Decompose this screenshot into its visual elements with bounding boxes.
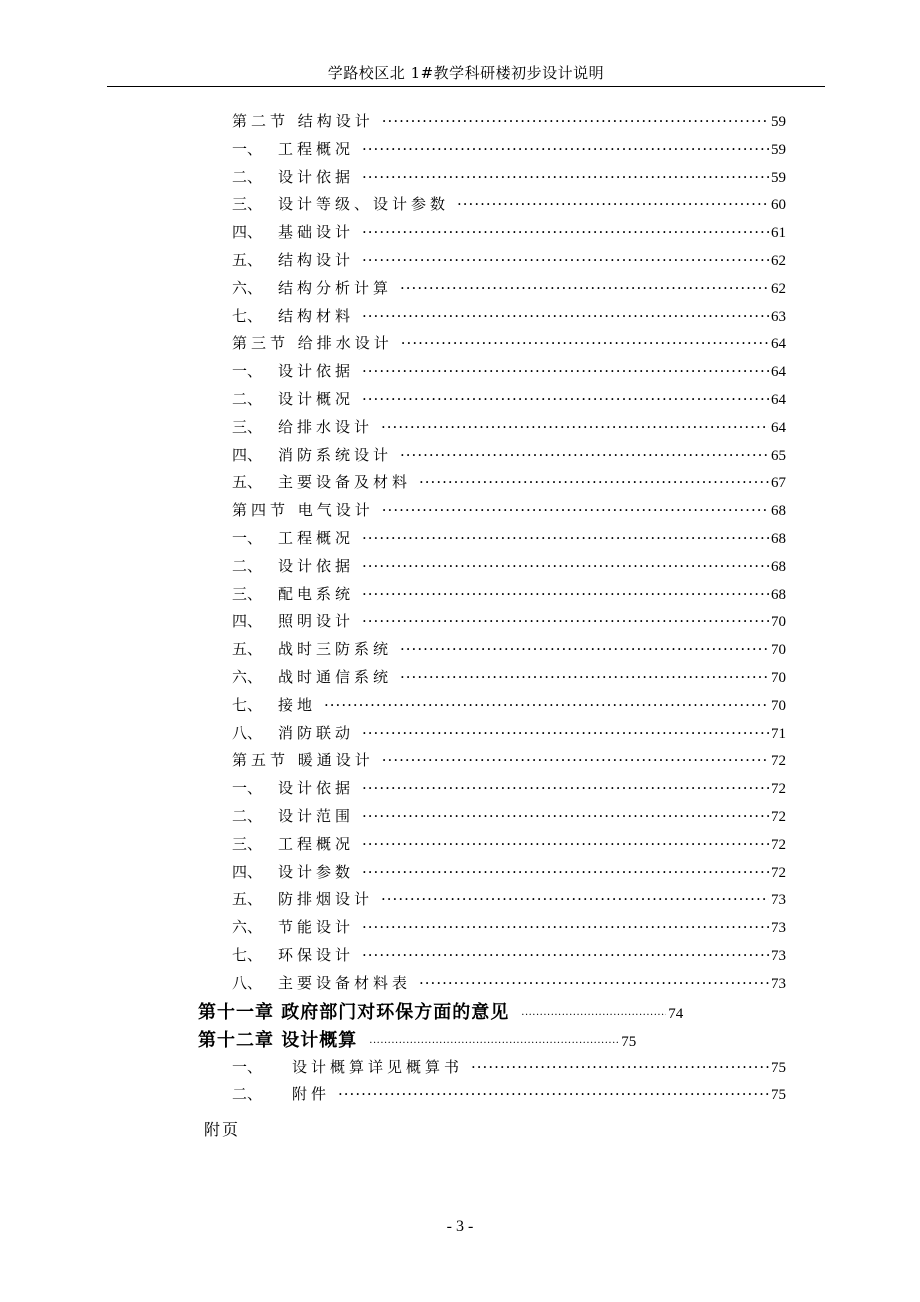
- toc-leader-dots: [419, 473, 769, 491]
- toc-item-number: 五、: [232, 251, 263, 269]
- toc-item-row[interactable]: [232, 972, 786, 993]
- toc-entry-title: 消防系统设计: [278, 445, 393, 464]
- toc-leader-dots: [362, 918, 769, 936]
- toc-entry-title: 附件: [292, 1085, 331, 1104]
- toc-leader-dots: [362, 362, 769, 380]
- toc-item-number: 二、: [232, 556, 263, 575]
- toc-page-number: 72: [771, 836, 786, 853]
- toc-entry-title: 防排烟设计: [278, 890, 374, 909]
- toc-item-row[interactable]: [232, 722, 786, 743]
- toc-item-number: 五、: [232, 890, 263, 909]
- toc-entry-title: 主要设备材料表: [278, 973, 412, 992]
- toc-leader-dots: [362, 557, 769, 575]
- toc-page-number: 73: [771, 975, 786, 992]
- toc-page-number: 70: [771, 614, 786, 631]
- toc-leader-dots: [400, 668, 769, 686]
- toc-entry-title: 配电系统: [278, 584, 355, 603]
- toc-item-row[interactable]: [232, 416, 786, 437]
- toc-item-number: 一、: [232, 139, 263, 158]
- toc-entry-title: 基础设计: [278, 223, 355, 242]
- toc-item-row[interactable]: [232, 861, 786, 882]
- toc-page-number: 75: [771, 1059, 786, 1076]
- toc-leader-dots: [362, 807, 769, 825]
- toc-leader-dots: [362, 946, 769, 964]
- toc-leader-dots: [381, 890, 769, 908]
- toc-leader-dots: [362, 223, 769, 241]
- toc-entry-title: 结构材料: [278, 306, 355, 325]
- toc-item-number: 七、: [232, 306, 263, 325]
- toc-leader-dots: [362, 835, 769, 853]
- toc-entry-title: 第二节 结构设计: [232, 112, 374, 130]
- toc-entry-title: 设计概算详见概算书: [292, 1057, 464, 1076]
- page-number: - 3 -: [446, 1218, 474, 1235]
- toc-item-row[interactable]: [232, 805, 786, 826]
- toc-item-number: 六、: [232, 278, 263, 297]
- toc-item-number: 一、: [232, 1057, 263, 1076]
- header-divider: [107, 86, 825, 87]
- toc-item-number: 三、: [232, 195, 263, 214]
- toc-item-number: 八、: [232, 973, 263, 992]
- toc-entry-title: 照明设计: [278, 612, 355, 631]
- toc-item-row[interactable]: [232, 527, 786, 548]
- toc-entry-title: 第五节 暖通设计: [232, 751, 374, 770]
- toc-page-number: 74: [668, 1005, 684, 1022]
- toc-page-number: 68: [771, 586, 786, 603]
- toc-item-row[interactable]: [232, 277, 786, 298]
- toc-leader-dots: [362, 140, 769, 158]
- toc-item-number: 二、: [232, 807, 263, 825]
- toc-entry-title: 给排水设计: [278, 417, 374, 436]
- toc-item-row[interactable]: [232, 666, 786, 687]
- toc-leader-dots: [382, 112, 769, 130]
- toc-page-number: 70: [771, 642, 786, 659]
- toc-item-row[interactable]: [232, 1056, 786, 1077]
- toc-leader-dots: [400, 640, 769, 658]
- toc-entry-title: 设计依据: [278, 779, 355, 798]
- toc-page-number: 64: [771, 336, 786, 353]
- toc-page-number: 73: [771, 948, 786, 964]
- toc-page-number: 72: [771, 781, 786, 798]
- toc-leader-dots: [362, 779, 769, 797]
- toc-entry-title: 第十一章 政府部门对环保方面的意见: [198, 1001, 510, 1023]
- toc-leader-dots: [381, 418, 769, 436]
- toc-leader-dots: [362, 529, 769, 547]
- toc-item-row[interactable]: [232, 583, 786, 604]
- toc-entry-title: 战时三防系统: [278, 640, 393, 659]
- toc-entry-title: 设计等级、设计参数: [278, 195, 450, 214]
- toc-item-number: 一、: [232, 529, 263, 547]
- toc-item-row[interactable]: [232, 777, 786, 798]
- toc-leader-dots: [419, 974, 769, 992]
- toc-leader-dots: [324, 696, 769, 714]
- toc-item-number: 三、: [232, 834, 263, 853]
- toc-entry-title: 消防联动: [278, 723, 355, 742]
- toc-item-row[interactable]: [232, 360, 786, 381]
- toc-entry-title: 环保设计: [278, 946, 355, 964]
- toc-item-row[interactable]: [232, 610, 786, 631]
- toc-item-row[interactable]: [232, 138, 786, 159]
- toc-leader-dots: [362, 863, 769, 881]
- toc-page-number: 75: [771, 1087, 786, 1104]
- toc-entry-title: 第十二章 设计概算: [198, 1029, 358, 1051]
- toc-leader-dots: [400, 279, 769, 297]
- document-title: 学路校区北 1#教学科研楼初步设计说明: [327, 64, 605, 82]
- toc-item-row[interactable]: [232, 1083, 786, 1104]
- toc-item-number: 一、: [232, 362, 263, 381]
- toc-leader-dots: [362, 724, 769, 742]
- toc-page-number: 72: [771, 864, 786, 881]
- toc-item-row[interactable]: [232, 166, 786, 187]
- toc-entry-title: 设计依据: [278, 167, 355, 186]
- toc-item-number: 四、: [232, 223, 263, 242]
- toc-entry-title: 第四节 电气设计: [232, 501, 374, 520]
- toc-item-number: 三、: [232, 417, 263, 436]
- toc-leader-dots: [521, 1010, 666, 1021]
- toc-leader-dots: [362, 612, 769, 630]
- toc-leader-dots: [362, 251, 769, 269]
- toc-page-number: 59: [771, 141, 786, 158]
- toc-page-number: 64: [771, 364, 786, 381]
- toc-page-number: 68: [771, 503, 786, 520]
- toc-leader-dots: [382, 751, 769, 769]
- toc-leader-dots: [382, 501, 769, 519]
- toc-item-row[interactable]: [232, 638, 786, 659]
- toc-entry-title: 结构分析计算: [278, 278, 393, 297]
- appendix-label: 附页: [204, 1120, 241, 1139]
- toc-page-number: 70: [771, 697, 786, 714]
- toc-page-number: 67: [771, 475, 786, 492]
- toc-item-row[interactable]: [232, 833, 786, 854]
- toc-item-number: 四、: [232, 445, 263, 464]
- toc-leader-dots: [362, 307, 769, 325]
- toc-page-number: 59: [771, 169, 786, 186]
- toc-entry-title: 设计参数: [278, 862, 355, 881]
- toc-item-number: 四、: [232, 862, 263, 881]
- toc-item-row[interactable]: [232, 471, 786, 492]
- toc-section-row[interactable]: [232, 332, 786, 353]
- toc-page-number: 63: [771, 308, 786, 325]
- toc-item-number: 三、: [232, 584, 263, 603]
- toc-page-number: 61: [771, 225, 786, 242]
- toc-entry-title: 工程概况: [278, 529, 355, 547]
- toc-entry-title: 战时通信系统: [278, 668, 393, 686]
- toc-leader-dots: [362, 585, 769, 603]
- toc-chapter-row[interactable]: [198, 998, 786, 1024]
- toc-item-row[interactable]: [232, 888, 786, 909]
- toc-item-number: 七、: [232, 695, 263, 714]
- toc-page-number: 64: [771, 419, 786, 436]
- toc-item-row[interactable]: [232, 916, 786, 937]
- toc-section-row[interactable]: [232, 110, 786, 131]
- toc-entry-title: 主要设备及材料: [278, 473, 412, 492]
- toc-leader-dots: [362, 168, 769, 186]
- toc-leader-dots: [401, 334, 769, 352]
- toc-page-number: 62: [771, 253, 786, 269]
- toc-entry-title: 设计依据: [278, 556, 355, 575]
- toc-page-number: 73: [771, 892, 786, 909]
- toc-item-number: 二、: [232, 1085, 263, 1104]
- toc-entry-title: 第三节 给排水设计: [232, 334, 393, 353]
- toc-entry-title: 结构设计: [278, 251, 355, 269]
- toc-item-row[interactable]: [232, 694, 786, 715]
- toc-page-number: 70: [771, 670, 786, 686]
- toc-item-number: 八、: [232, 723, 263, 742]
- toc-page-number: 72: [771, 809, 786, 825]
- toc-section-row[interactable]: [232, 749, 786, 770]
- toc-page-number: 60: [771, 197, 786, 214]
- toc-page-number: 65: [771, 447, 786, 464]
- toc-entry-title: 工程概况: [278, 139, 355, 158]
- toc-leader-dots: [457, 195, 769, 213]
- toc-page-number: 68: [771, 531, 786, 547]
- toc-entry-title: 设计依据: [278, 362, 355, 381]
- toc-item-number: 五、: [232, 640, 263, 659]
- toc-leader-dots: [400, 446, 769, 464]
- toc-item-row[interactable]: [232, 444, 786, 465]
- toc-entry-title: 工程概况: [278, 834, 355, 853]
- toc-item-row[interactable]: [232, 249, 786, 270]
- toc-entry-title: 节能设计: [278, 918, 355, 937]
- toc-page-number: 64: [771, 392, 786, 408]
- toc-item-row[interactable]: [232, 193, 786, 214]
- toc-entry-title: 设计概况: [278, 390, 355, 408]
- toc-page-number: 59: [771, 114, 786, 130]
- toc-item-number: 二、: [232, 390, 263, 408]
- toc-item-row[interactable]: [232, 221, 786, 242]
- toc-item-number: 一、: [232, 779, 263, 798]
- toc-item-row[interactable]: [232, 944, 786, 965]
- toc-entry-title: 接地: [278, 695, 317, 714]
- toc-page-number: 75: [621, 1033, 637, 1050]
- toc-item-number: 二、: [232, 167, 263, 186]
- toc-page-number: 72: [771, 753, 786, 770]
- toc-leader-dots: [338, 1085, 769, 1103]
- toc-item-row[interactable]: [232, 555, 786, 576]
- toc-leader-dots: [362, 390, 769, 408]
- toc-page-number: 73: [771, 920, 786, 937]
- toc-item-number: 六、: [232, 668, 263, 686]
- toc-item-number: 五、: [232, 473, 263, 492]
- toc-item-number: 六、: [232, 918, 263, 937]
- toc-page-number: 71: [771, 725, 786, 742]
- toc-item-number: 四、: [232, 612, 263, 631]
- toc-item-row[interactable]: [232, 305, 786, 326]
- toc-leader-dots: [369, 1038, 619, 1049]
- toc-item-row[interactable]: [232, 388, 786, 409]
- toc-leader-dots: [471, 1058, 769, 1076]
- toc-chapter-row[interactable]: [198, 1026, 786, 1052]
- toc-item-number: 七、: [232, 946, 263, 964]
- toc-section-row[interactable]: [232, 499, 786, 520]
- toc-entry-title: 设计范围: [278, 807, 355, 825]
- toc-page-number: 62: [771, 280, 786, 297]
- toc-page-number: 68: [771, 558, 786, 575]
